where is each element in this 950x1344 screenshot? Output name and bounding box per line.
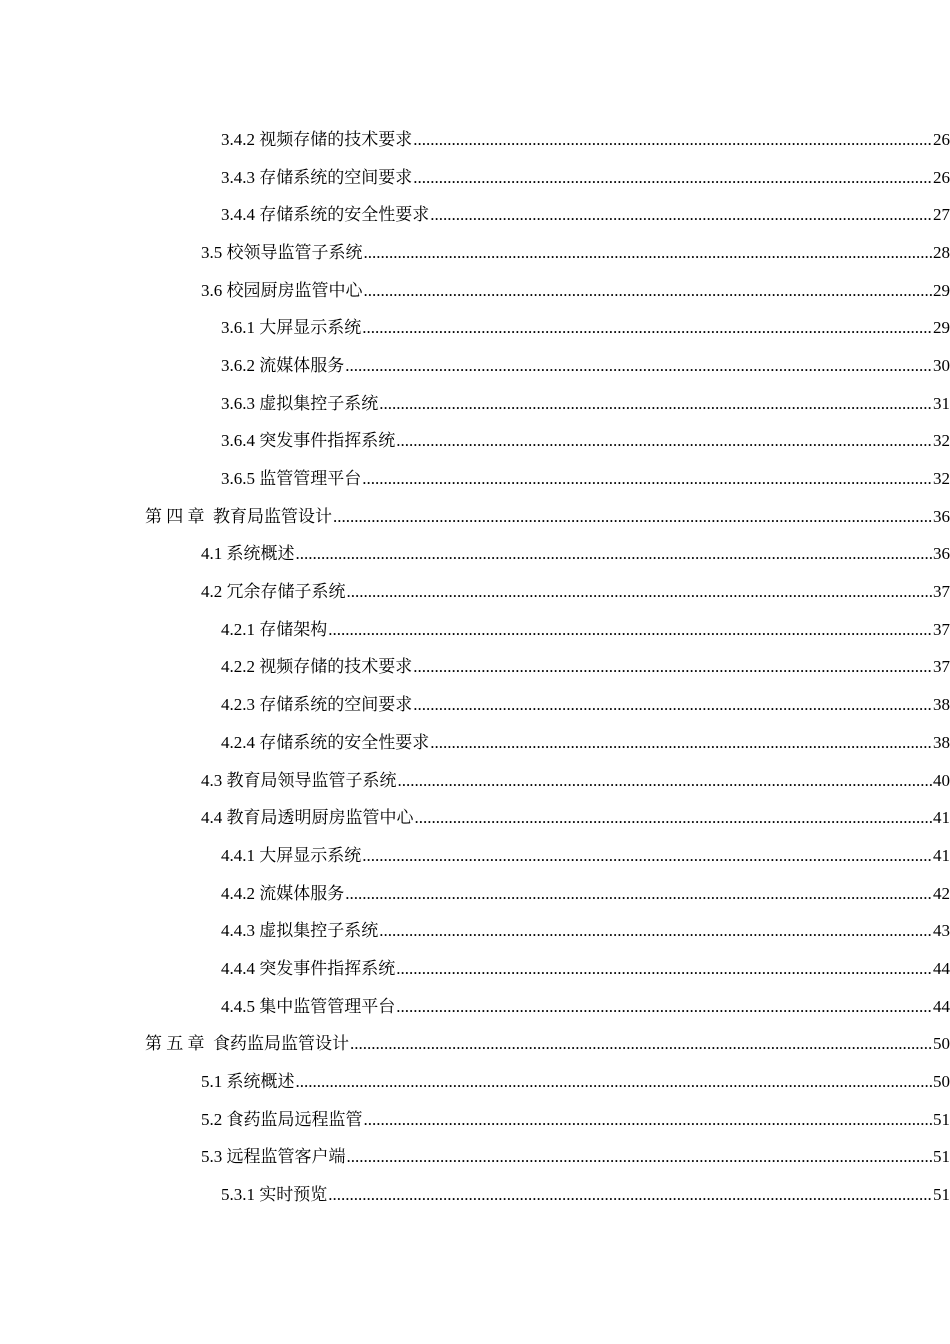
toc-entry-page: 36 <box>933 506 950 526</box>
toc-entry-title: 4.4.2 流媒体服务 <box>221 883 345 903</box>
toc-dot-leader <box>362 845 932 867</box>
toc-entry-title: 3.4.2 视频存储的技术要求 <box>221 129 413 149</box>
toc-entry-title: 4.1 系统概述 <box>201 544 295 564</box>
toc-entry-title: 4.4.5 集中监管管理平台 <box>221 996 396 1016</box>
toc-dot-leader <box>362 468 932 490</box>
toc-entry-page: 50 <box>933 1072 950 1092</box>
toc-dot-leader <box>345 883 932 905</box>
table-of-contents <box>0 121 950 1214</box>
toc-entry-title: 5.2 食药监局远程监管 <box>201 1109 363 1129</box>
toc-entry-page: 27 <box>933 205 950 225</box>
toc-entry[interactable] <box>0 573 950 611</box>
toc-entry-page: 50 <box>933 1034 950 1054</box>
toc-entry[interactable] <box>0 1139 950 1177</box>
toc-entry-title: 3.4.3 存储系统的空间要求 <box>221 167 413 187</box>
toc-entry[interactable] <box>0 724 950 762</box>
toc-dot-leader <box>296 1071 933 1093</box>
toc-entry[interactable] <box>0 196 950 234</box>
toc-dot-leader <box>364 1109 933 1131</box>
toc-entry[interactable] <box>0 121 950 159</box>
toc-entry[interactable] <box>0 837 950 875</box>
toc-entry[interactable] <box>0 912 950 950</box>
toc-entry[interactable] <box>0 1101 950 1139</box>
toc-entry[interactable] <box>0 460 950 498</box>
toc-entry[interactable] <box>0 234 950 272</box>
toc-entry-title: 3.4.4 存储系统的安全性要求 <box>221 205 430 225</box>
toc-entry[interactable] <box>0 423 950 461</box>
toc-entry-title: 第 四 章 教育局监管设计 <box>145 506 332 526</box>
toc-dot-leader <box>430 732 932 754</box>
toc-entry-page: 37 <box>933 657 950 677</box>
toc-entry-page: 32 <box>933 469 950 489</box>
toc-dot-leader <box>413 129 932 151</box>
toc-dot-leader <box>296 543 933 565</box>
toc-entry-title: 4.4.4 突发事件指挥系统 <box>221 958 396 978</box>
toc-entry[interactable] <box>0 988 950 1026</box>
toc-entry[interactable] <box>0 1063 950 1101</box>
toc-entry-title: 4.4.3 虚拟集控子系统 <box>221 921 379 941</box>
toc-entry-page: 36 <box>933 544 950 564</box>
toc-dot-leader <box>398 770 933 792</box>
toc-dot-leader <box>415 807 933 829</box>
toc-dot-leader <box>413 694 932 716</box>
toc-entry-page: 37 <box>933 582 950 602</box>
toc-entry-title: 4.4.1 大屏显示系统 <box>221 845 362 865</box>
toc-dot-leader <box>345 355 932 377</box>
toc-entry-title: 5.1 系统概述 <box>201 1072 295 1092</box>
toc-entry[interactable] <box>0 1176 950 1214</box>
toc-entry-title: 3.6.5 监管管理平台 <box>221 469 362 489</box>
toc-entry-page: 30 <box>933 355 950 375</box>
toc-entry-page: 44 <box>933 958 950 978</box>
toc-entry-title: 4.2.3 存储系统的空间要求 <box>221 695 413 715</box>
toc-entry[interactable] <box>0 950 950 988</box>
toc-entry-title: 4.2 冗余存储子系统 <box>201 582 346 602</box>
toc-entry-title: 4.3 教育局领导监管子系统 <box>201 770 397 790</box>
toc-entry[interactable] <box>0 536 950 574</box>
toc-entry-title: 5.3.1 实时预览 <box>221 1185 328 1205</box>
toc-dot-leader <box>350 1033 932 1055</box>
toc-entry[interactable] <box>0 347 950 385</box>
toc-entry-page: 28 <box>933 242 950 262</box>
toc-dot-leader <box>328 1184 932 1206</box>
toc-entry-title: 3.6.1 大屏显示系统 <box>221 318 362 338</box>
toc-entry[interactable] <box>0 799 950 837</box>
toc-entry[interactable] <box>0 159 950 197</box>
toc-entry-page: 29 <box>933 318 950 338</box>
toc-entry[interactable] <box>0 309 950 347</box>
toc-entry-page: 38 <box>933 695 950 715</box>
toc-entry-page: 42 <box>933 883 950 903</box>
toc-dot-leader <box>333 506 932 528</box>
toc-dot-leader <box>413 656 932 678</box>
toc-entry-page: 44 <box>933 996 950 1016</box>
toc-entry[interactable] <box>0 385 950 423</box>
toc-dot-leader <box>347 1146 933 1168</box>
toc-chapter-entry[interactable] <box>0 498 950 536</box>
toc-dot-leader <box>396 958 932 980</box>
toc-dot-leader <box>430 204 932 226</box>
toc-entry[interactable] <box>0 686 950 724</box>
toc-entry-page: 43 <box>933 921 950 941</box>
toc-entry-page: 29 <box>933 280 950 300</box>
toc-dot-leader <box>379 920 932 942</box>
toc-entry-page: 26 <box>933 167 950 187</box>
toc-entry-title: 5.3 远程监管客户端 <box>201 1147 346 1167</box>
toc-dot-leader <box>379 393 932 415</box>
toc-entry-page: 51 <box>933 1147 950 1167</box>
toc-entry[interactable] <box>0 272 950 310</box>
toc-entry-title: 4.4 教育局透明厨房监管中心 <box>201 808 414 828</box>
toc-dot-leader <box>396 430 932 452</box>
toc-chapter-entry[interactable] <box>0 1026 950 1064</box>
toc-entry-title: 4.2.2 视频存储的技术要求 <box>221 657 413 677</box>
toc-entry-title: 3.5 校领导监管子系统 <box>201 242 363 262</box>
toc-entry-page: 31 <box>933 393 950 413</box>
toc-entry-title: 3.6.4 突发事件指挥系统 <box>221 431 396 451</box>
toc-entry-page: 37 <box>933 619 950 639</box>
toc-entry-page: 41 <box>933 808 950 828</box>
toc-dot-leader <box>364 280 933 302</box>
toc-dot-leader <box>396 996 932 1018</box>
toc-entry-page: 51 <box>933 1185 950 1205</box>
toc-entry-page: 40 <box>933 770 950 790</box>
toc-entry-page: 41 <box>933 845 950 865</box>
toc-entry-title: 第 五 章 食药监局监管设计 <box>145 1034 349 1054</box>
toc-dot-leader <box>328 619 932 641</box>
toc-entry-page: 38 <box>933 732 950 752</box>
toc-entry-title: 3.6.3 虚拟集控子系统 <box>221 393 379 413</box>
toc-entry-title: 3.6.2 流媒体服务 <box>221 355 345 375</box>
toc-entry[interactable] <box>0 762 950 800</box>
toc-entry-page: 51 <box>933 1109 950 1129</box>
toc-entry[interactable] <box>0 875 950 913</box>
toc-dot-leader <box>364 242 933 264</box>
toc-entry-page: 32 <box>933 431 950 451</box>
toc-entry-page: 26 <box>933 129 950 149</box>
toc-entry[interactable] <box>0 649 950 687</box>
toc-dot-leader <box>362 317 932 339</box>
toc-dot-leader <box>347 581 933 603</box>
toc-entry-title: 4.2.4 存储系统的安全性要求 <box>221 732 430 752</box>
toc-entry-title: 3.6 校园厨房监管中心 <box>201 280 363 300</box>
toc-entry[interactable] <box>0 611 950 649</box>
toc-entry-title: 4.2.1 存储架构 <box>221 619 328 639</box>
toc-dot-leader <box>413 167 932 189</box>
